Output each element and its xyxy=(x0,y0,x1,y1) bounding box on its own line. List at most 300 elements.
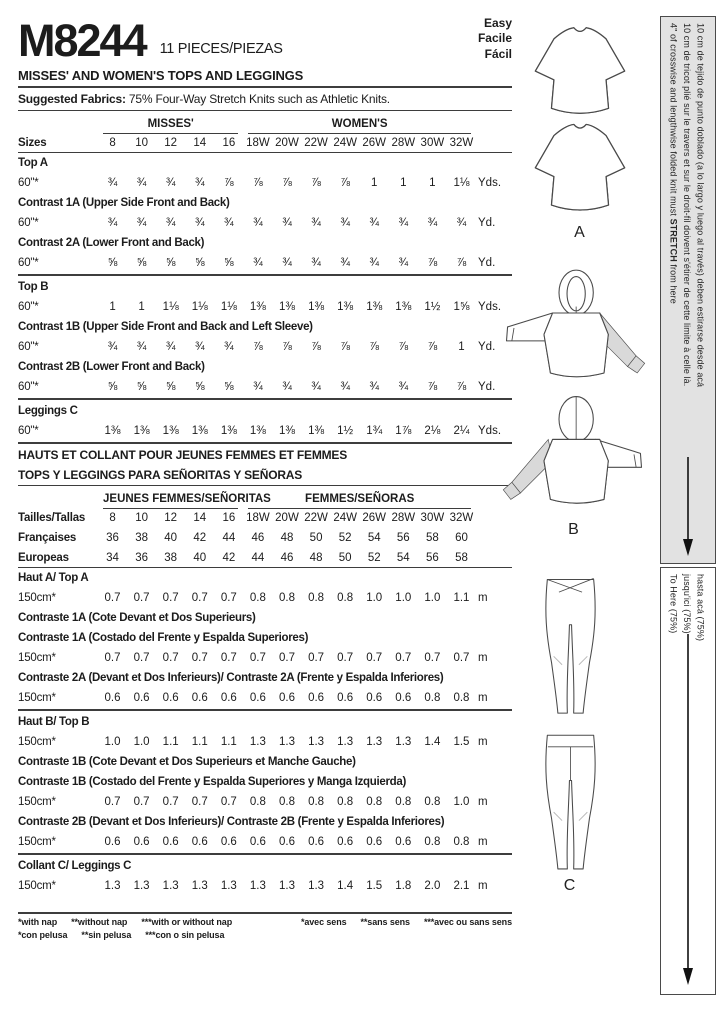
value-cell: 38 xyxy=(135,532,148,545)
value-cell: ¾ xyxy=(398,217,409,230)
unit-cell: Yd. xyxy=(478,381,496,394)
value-cell: 1.3 xyxy=(278,880,295,893)
value-cell: 1.1 xyxy=(453,592,470,605)
footnote-divider xyxy=(18,912,512,914)
value-cell: 0.7 xyxy=(366,652,383,665)
value-cell: 58 xyxy=(455,552,468,565)
value-cell: 0.7 xyxy=(191,592,208,605)
value-cell: 0.6 xyxy=(162,692,179,705)
value-cell: ⅞ xyxy=(311,177,321,190)
value-cell: 1.1 xyxy=(191,736,208,749)
value-cell: ¾ xyxy=(107,217,118,230)
stretch-note-en-post: from here xyxy=(668,261,679,304)
unit-cell: Yds. xyxy=(478,425,502,438)
value-cell: 0.7 xyxy=(308,652,325,665)
value-cell: 1½ xyxy=(424,301,441,314)
value-cell: 1⅛ xyxy=(191,301,208,314)
row-label: 150cm* xyxy=(18,652,56,665)
section-title: Contraste 2B (Devant et Dos Inferieurs)/ Contraste 2B (Frente y Espalda Inferiores) xyxy=(18,816,445,829)
row-label: 150cm* xyxy=(18,692,56,705)
value-cell: ¾ xyxy=(398,381,409,394)
value-cell: 8 xyxy=(109,512,116,525)
row-label: Françaises xyxy=(18,532,77,545)
section-title: Contrast 1B (Upper Side Front and Back and Left Sleeve) xyxy=(18,321,313,334)
value-cell: 1.4 xyxy=(337,880,354,893)
value-cell: ¾ xyxy=(311,257,321,270)
value-cell: 0.8 xyxy=(278,796,295,809)
value-cell: ⅝ xyxy=(194,381,205,394)
value-cell: 0.7 xyxy=(162,796,179,809)
value-cell: 1⅜ xyxy=(278,425,295,438)
row-label: 60"* xyxy=(18,301,39,314)
footnote: ***avec ou sans sens xyxy=(423,917,512,928)
value-cell: ⅞ xyxy=(253,341,263,354)
value-cell: 24W xyxy=(333,512,357,525)
value-cell: 16 xyxy=(222,137,236,150)
value-cell: 0.8 xyxy=(366,796,383,809)
stretch-from-arrow-icon xyxy=(682,457,694,557)
yardage-row xyxy=(18,337,512,357)
value-cell: 0.7 xyxy=(162,652,179,665)
value-cell: 0.7 xyxy=(337,652,354,665)
value-cell: ¾ xyxy=(107,177,118,190)
section-title: Contrast 1A (Upper Side Front and Back) xyxy=(18,197,230,210)
header xyxy=(18,15,512,67)
divider xyxy=(18,709,512,711)
value-cell: ¾ xyxy=(253,257,263,270)
value-cell: ¾ xyxy=(136,217,147,230)
value-cell: ¾ xyxy=(165,177,176,190)
value-cell: 0.6 xyxy=(308,836,325,849)
size-row xyxy=(18,548,512,568)
value-cell: ¾ xyxy=(194,177,205,190)
value-cell: 1 xyxy=(400,177,407,190)
to-here-arrow-icon xyxy=(682,634,694,986)
value-cell: 0.8 xyxy=(308,592,325,605)
value-cell: 1.1 xyxy=(220,736,237,749)
yardage-table-metric xyxy=(18,490,512,896)
value-cell: 1⅝ xyxy=(453,301,470,314)
yardage-row xyxy=(18,173,512,193)
yardage-row xyxy=(18,648,512,668)
value-cell: 1.1 xyxy=(162,736,179,749)
size-row xyxy=(18,528,512,548)
value-cell: 0.8 xyxy=(424,692,441,705)
to-here-fr: jusqu'ici (75%) xyxy=(682,574,692,634)
value-cell: 1⅛ xyxy=(453,177,470,190)
row-label: 150cm* xyxy=(18,592,56,605)
value-cell: 28W xyxy=(391,512,416,525)
value-cell: ⅝ xyxy=(107,257,118,270)
value-cell: ⅞ xyxy=(427,381,438,394)
value-cell: 20W xyxy=(275,512,299,525)
value-cell: 1⅜ xyxy=(133,425,150,438)
value-cell: 1.0 xyxy=(366,592,383,605)
row-label: 150cm* xyxy=(18,736,56,749)
value-cell: 30W xyxy=(420,512,445,525)
divider xyxy=(18,274,512,276)
value-cell: 1⅜ xyxy=(220,425,237,438)
stretch-note-es: 10 cm de tejido de punto doblado (a lo largo y luego al través) deben estirarse desde acá xyxy=(695,23,706,388)
value-cell: 0.6 xyxy=(191,836,208,849)
value-cell: 1.0 xyxy=(104,736,121,749)
value-cell: ⅞ xyxy=(311,341,321,354)
value-cell: 42 xyxy=(193,532,207,545)
divider xyxy=(18,398,512,400)
difficulty-es: Fácil xyxy=(484,46,512,61)
value-cell: 0.8 xyxy=(308,796,325,809)
value-cell: 10 xyxy=(135,137,148,150)
to-here-es: hasta acá (75%) xyxy=(695,574,706,642)
value-cell: 0.8 xyxy=(395,796,412,809)
value-cell: 1 xyxy=(458,341,465,354)
size-row xyxy=(18,508,512,528)
value-cell: 0.6 xyxy=(366,692,383,705)
value-cell: ¾ xyxy=(253,381,263,394)
value-cell: 1.5 xyxy=(366,880,383,893)
footnotes-row-1 xyxy=(18,917,512,927)
value-cell: 22W xyxy=(304,137,328,150)
value-cell: ⅞ xyxy=(427,257,438,270)
value-cell: 38 xyxy=(164,552,178,565)
value-cell: 0.8 xyxy=(424,836,441,849)
yardage-row xyxy=(18,588,512,608)
section-title: Contraste 1A (Costado del Frente y Espalda Superiores) xyxy=(18,632,309,645)
size-group-header xyxy=(18,490,512,508)
footnote: *con pelusa xyxy=(18,930,68,941)
value-cell: 1⅜ xyxy=(249,301,266,314)
value-cell: ⅝ xyxy=(165,257,176,270)
value-cell: ¾ xyxy=(194,217,205,230)
value-cell: 20W xyxy=(275,137,299,150)
value-cell: 40 xyxy=(193,552,207,565)
value-cell: 1.3 xyxy=(162,880,179,893)
value-cell: 1⅜ xyxy=(337,301,354,314)
row-label: 60"* xyxy=(18,217,39,230)
value-cell: 1.3 xyxy=(337,736,354,749)
unit-cell: Yd. xyxy=(478,341,496,354)
value-cell: 0.6 xyxy=(133,692,150,705)
value-cell: ⅞ xyxy=(398,341,409,354)
value-cell: 1.3 xyxy=(366,736,383,749)
page-title: MISSES' AND WOMEN'S TOPS AND LEGGINGS xyxy=(18,68,304,84)
value-cell: 1.0 xyxy=(453,796,470,809)
value-cell: 1.0 xyxy=(424,592,441,605)
value-cell: 1⅜ xyxy=(162,425,179,438)
value-cell: 34 xyxy=(106,552,119,565)
value-cell: 46 xyxy=(280,552,294,565)
value-cell: 0.6 xyxy=(104,692,121,705)
yardage-row xyxy=(18,253,512,273)
value-cell: 0.6 xyxy=(191,692,208,705)
footnotes-spanish xyxy=(18,930,224,940)
value-cell: 0.6 xyxy=(220,836,237,849)
top-b-front-view xyxy=(507,270,645,380)
value-cell: 2.0 xyxy=(424,880,441,893)
value-cell: 42 xyxy=(222,552,236,565)
value-cell: 0.7 xyxy=(104,796,121,809)
value-cell: 1⅜ xyxy=(249,425,266,438)
leggings-c-drawing xyxy=(523,570,618,870)
illustration-top-a xyxy=(516,24,644,242)
value-cell: ⅞ xyxy=(427,341,438,354)
group-label-right: WOMEN'S xyxy=(248,115,471,134)
value-cell: ¾ xyxy=(136,177,147,190)
difficulty-fr: Facile xyxy=(477,31,512,46)
value-cell: 44 xyxy=(222,532,236,545)
value-cell: 0.8 xyxy=(278,592,295,605)
value-cell: 26W xyxy=(362,137,387,150)
value-cell: 18W xyxy=(246,512,270,525)
value-cell: 0.7 xyxy=(220,796,237,809)
unit-cell: m xyxy=(478,836,488,849)
value-cell: 0.7 xyxy=(133,592,150,605)
value-cell: 1.0 xyxy=(133,736,150,749)
value-cell: 0.7 xyxy=(104,652,121,665)
group-label-right: FEMMES/SEÑORAS xyxy=(248,490,471,509)
value-cell: 1⅛ xyxy=(162,301,179,314)
section-title: Haut B/ Top B xyxy=(18,716,90,729)
view-label-a: A xyxy=(574,224,586,242)
unit-cell: m xyxy=(478,880,488,893)
value-cell: 0.7 xyxy=(191,796,208,809)
value-cell: 0.6 xyxy=(104,836,121,849)
size-group-header xyxy=(18,115,512,133)
value-cell: 16 xyxy=(222,512,236,525)
value-cell: 1.8 xyxy=(395,880,412,893)
illustration-top-b xyxy=(496,268,652,539)
value-cell: 0.8 xyxy=(249,796,266,809)
footnote: **without nap xyxy=(71,917,128,928)
stretch-note-en-pre: 4" of crosswise and lengthwise folded knit must xyxy=(668,23,679,219)
value-cell: 10 xyxy=(135,512,148,525)
unit-cell: Yd. xyxy=(478,217,496,230)
value-cell: ⅝ xyxy=(107,381,118,394)
stretch-note-en-bold: STRETCH xyxy=(668,218,679,262)
footnotes-english xyxy=(18,917,232,927)
value-cell: 50 xyxy=(309,532,323,545)
value-cell: 44 xyxy=(251,552,265,565)
value-cell: ¾ xyxy=(311,217,321,230)
divider xyxy=(18,442,512,444)
value-cell: 1.3 xyxy=(308,880,325,893)
value-cell: ⅝ xyxy=(136,381,147,394)
section-title: Contrast 2B (Lower Front and Back) xyxy=(18,361,205,374)
value-cell: 1⅜ xyxy=(395,301,412,314)
section-title: Leggings C xyxy=(18,405,78,418)
value-cell: 36 xyxy=(135,552,148,565)
value-cell: 1⅞ xyxy=(395,425,412,438)
value-cell: ¾ xyxy=(282,257,292,270)
value-cell: ⅞ xyxy=(456,257,467,270)
footnote: ***con o sin pelusa xyxy=(145,930,225,941)
value-cell: 0.8 xyxy=(249,592,266,605)
value-cell: 52 xyxy=(367,552,381,565)
value-cell: 28W xyxy=(391,137,416,150)
row-label: 60"* xyxy=(18,425,39,438)
suggested-fabrics xyxy=(18,88,512,110)
value-cell: ¾ xyxy=(456,217,467,230)
stretch-gauge-sidebar xyxy=(660,16,716,995)
value-cell: 0.6 xyxy=(278,692,295,705)
leggings-c-front-view xyxy=(545,578,594,713)
value-cell: ¾ xyxy=(194,341,205,354)
yardage-row xyxy=(18,421,512,441)
value-cell: 0.7 xyxy=(133,652,150,665)
value-cell: 12 xyxy=(164,512,178,525)
value-cell: ¾ xyxy=(165,341,176,354)
section-title: Contrast 2A (Lower Front and Back) xyxy=(18,237,205,250)
unit-cell: Yd. xyxy=(478,257,496,270)
view-label-b: B xyxy=(568,521,580,539)
top-a-back-view xyxy=(535,124,624,215)
value-cell: 32W xyxy=(449,137,474,150)
title-french: HAUTS ET COLLANT POUR JEUNES FEMMES ET FEMMES xyxy=(18,448,348,463)
value-cell: 0.7 xyxy=(453,652,470,665)
unit-cell: m xyxy=(478,692,488,705)
row-label: 150cm* xyxy=(18,796,56,809)
yardage-row xyxy=(18,832,512,852)
value-cell: 1.5 xyxy=(453,736,470,749)
unit-cell: m xyxy=(478,736,488,749)
value-cell: ⅞ xyxy=(340,177,350,190)
section-title: Contraste 1B (Costado del Frente y Espalda Superiores y Manga Izquierda) xyxy=(18,776,407,789)
value-cell: 0.6 xyxy=(395,836,412,849)
row-label: Tailles/Tallas xyxy=(18,512,86,525)
value-cell: 1⅜ xyxy=(308,425,325,438)
value-cell: ¾ xyxy=(136,341,147,354)
value-cell: ¾ xyxy=(427,217,438,230)
section-title: Contraste 2A (Devant et Dos Inferieurs)/ Contraste 2A (Frente y Espalda Inferiores) xyxy=(18,672,444,685)
value-cell: ¾ xyxy=(369,217,380,230)
value-cell: ⅞ xyxy=(253,177,263,190)
value-cell: 0.8 xyxy=(337,592,354,605)
divider xyxy=(18,110,512,111)
value-cell: 0.7 xyxy=(191,652,208,665)
value-cell: 1⅜ xyxy=(104,425,121,438)
value-cell: ⅞ xyxy=(369,341,380,354)
value-cell: 0.7 xyxy=(395,652,412,665)
footnotes-french xyxy=(301,917,512,927)
value-cell: 1 xyxy=(429,177,436,190)
top-a-drawing xyxy=(518,24,642,217)
value-cell: 1.3 xyxy=(395,736,412,749)
unit-cell: Yds. xyxy=(478,177,502,190)
value-cell: 1¾ xyxy=(366,425,383,438)
row-label: 60"* xyxy=(18,257,39,270)
value-cell: 48 xyxy=(309,552,323,565)
footnote: **sans sens xyxy=(360,917,410,928)
value-cell: 2.1 xyxy=(453,880,470,893)
difficulty-rating xyxy=(478,16,512,64)
value-cell: ¾ xyxy=(253,217,263,230)
section-title: Top B xyxy=(18,281,49,294)
value-cell: 1.3 xyxy=(133,880,150,893)
value-cell: 1⅜ xyxy=(308,301,325,314)
value-cell: 1.3 xyxy=(278,736,295,749)
unit-cell: m xyxy=(478,796,488,809)
value-cell: 14 xyxy=(193,512,207,525)
value-cell: 0.8 xyxy=(453,692,470,705)
unit-cell: Yds. xyxy=(478,301,502,314)
illustration-leggings-c xyxy=(520,570,620,895)
value-cell: 50 xyxy=(338,552,352,565)
divider xyxy=(18,485,512,486)
value-cell: 0.7 xyxy=(104,592,121,605)
section-title: Collant C/ Leggings C xyxy=(18,860,132,873)
row-label: Sizes xyxy=(18,137,47,150)
footnotes-row-2 xyxy=(18,930,512,940)
value-cell: ⅞ xyxy=(282,341,292,354)
value-cell: 0.7 xyxy=(249,652,266,665)
section-title: Top A xyxy=(18,157,48,170)
value-cell: ¾ xyxy=(224,217,234,230)
fabrics-label: Suggested Fabrics: xyxy=(18,92,126,107)
section-title: Haut A/ Top A xyxy=(18,572,89,585)
value-cell: 1 xyxy=(371,177,378,190)
value-cell: ¾ xyxy=(340,257,350,270)
value-cell: 0.6 xyxy=(249,692,266,705)
yardage-row xyxy=(18,732,512,752)
value-cell: ¾ xyxy=(311,381,321,394)
fabrics-text: 75% Four-Way Stretch Knits such as Athletic Knits. xyxy=(125,92,390,107)
section-title: Contraste 1A (Cote Devant et Dos Superieurs) xyxy=(18,612,256,625)
value-cell: 52 xyxy=(338,532,352,545)
footnote: *with nap xyxy=(18,917,58,928)
value-cell: 18W xyxy=(246,137,270,150)
value-cell: 1.3 xyxy=(249,736,266,749)
value-cell: 0.7 xyxy=(278,652,295,665)
row-label: 60"* xyxy=(18,177,39,190)
value-cell: 12 xyxy=(164,137,178,150)
yardage-table-english xyxy=(18,115,512,444)
value-cell: 0.7 xyxy=(162,592,179,605)
value-cell: 2¼ xyxy=(453,425,470,438)
footnote: ***with or without nap xyxy=(141,917,233,928)
value-cell: 56 xyxy=(425,552,439,565)
view-label-c: C xyxy=(563,877,577,894)
value-cell: 0.8 xyxy=(453,836,470,849)
value-cell: 0.8 xyxy=(424,796,441,809)
size-row xyxy=(18,133,512,153)
divider xyxy=(18,853,512,855)
value-cell: 1½ xyxy=(337,425,354,438)
pieces-count: 11 PIECES/PIEZAS xyxy=(159,41,283,58)
value-cell: ⅞ xyxy=(340,341,350,354)
value-cell: 1.3 xyxy=(308,736,325,749)
yardage-row xyxy=(18,876,512,896)
value-cell: 48 xyxy=(280,532,294,545)
value-cell: ¾ xyxy=(369,381,380,394)
group-label-left: JEUNES FEMMES/SEÑORITAS xyxy=(103,490,238,509)
top-b-drawing xyxy=(499,268,649,514)
value-cell: ¾ xyxy=(107,341,118,354)
value-cell: ¾ xyxy=(224,341,234,354)
value-cell: ¾ xyxy=(369,257,380,270)
value-cell: 0.7 xyxy=(424,652,441,665)
value-cell: 0.6 xyxy=(278,836,295,849)
difficulty-en: Easy xyxy=(483,16,512,30)
value-cell: 0.7 xyxy=(220,592,237,605)
value-cell: ¾ xyxy=(282,217,292,230)
row-label: 60"* xyxy=(18,381,39,394)
value-cell: 0.6 xyxy=(133,836,150,849)
value-cell: 32W xyxy=(449,512,474,525)
value-cell: 60 xyxy=(455,532,468,545)
leggings-c-back-view xyxy=(545,735,594,869)
main-content xyxy=(18,16,512,940)
value-cell: 1⅛ xyxy=(220,301,237,314)
